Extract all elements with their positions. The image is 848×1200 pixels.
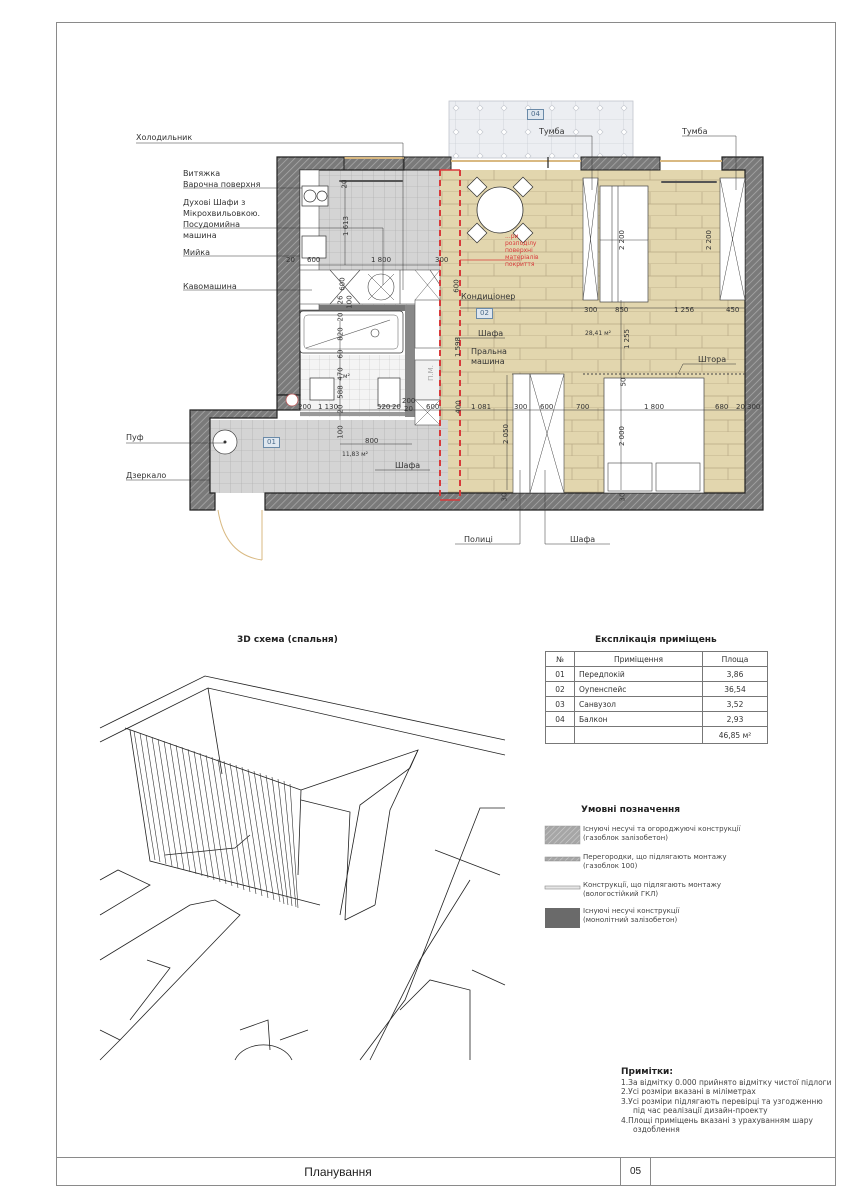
room-tag-balcony: 04 <box>527 109 544 120</box>
row-number: 02 <box>546 682 575 697</box>
label-ovens-2: Мікрохвильовкою. <box>183 209 261 218</box>
dim-600-b: 600 <box>540 403 554 411</box>
label-curtain: Штора <box>698 355 727 364</box>
note-item: 1.За відмітку 0.000 прийнято відмітку чистої підлоги <box>621 1077 832 1087</box>
row-number: 03 <box>546 697 575 712</box>
legend-line1: Існуючі несучі конструкції <box>583 907 680 915</box>
header-area: Площа <box>703 652 768 667</box>
label-wardrobe-hall: Шафа <box>478 329 504 338</box>
dim-600-v1: 600 <box>338 277 347 291</box>
label-cabinet-left: Тумба <box>539 127 565 136</box>
table-header-row <box>546 652 768 667</box>
room-tag-hall: 01 <box>263 437 280 448</box>
area-bath: м² <box>343 373 350 380</box>
row-room-name: Оупенспейс <box>575 682 703 697</box>
legend-line2: (вологостійкий ГКЛ) <box>583 890 659 898</box>
label-ovens-1: Духові Шафи з <box>183 198 246 207</box>
dim-100-b: 100 <box>336 425 345 439</box>
dim-2200-b: 2 200 <box>705 229 714 251</box>
dim-850: 850 <box>615 306 629 314</box>
label-fridge: Холодильник <box>136 133 193 142</box>
dim-800: 800 <box>365 437 379 445</box>
dim-20-c: 20 <box>336 404 345 414</box>
legend-line2: (газоблок 100) <box>583 862 638 870</box>
note-item: оздоблення <box>633 1125 680 1134</box>
red-note-2: розподілу <box>505 240 537 247</box>
legend-item-partitions-gasblock <box>545 853 785 877</box>
row-room-name: Балкон <box>575 712 703 727</box>
dim-450: 450 <box>726 306 740 314</box>
dim-700: 700 <box>576 403 590 411</box>
red-note-3: поверхні <box>505 247 533 254</box>
label-mirror: Дзеркало <box>126 471 167 480</box>
label-wardrobe-bottom: Шафа <box>570 535 596 544</box>
legend-item-monolith <box>545 907 785 931</box>
room-tag-open-space: 02 <box>476 308 493 319</box>
dim-200-b: 200 <box>402 397 416 405</box>
dim-1081: 1 081 <box>471 403 492 411</box>
dim-1130: 1 130 <box>318 403 339 411</box>
dim-1255: 1 255 <box>623 328 632 350</box>
3d-bedroom-sketch <box>100 676 505 1060</box>
dim-1800-bed: 1 800 <box>644 403 665 411</box>
row-area: 36,54 <box>703 682 768 697</box>
table-row <box>546 667 768 682</box>
dim-600-ac: 600 <box>452 279 461 293</box>
dim-680: 680 <box>715 403 729 411</box>
note-item: 3.Усі розміри підлягають перевірці та узгодженню <box>621 1096 823 1106</box>
legend-line1: Перегородки, що підлягають монтажу <box>583 853 727 861</box>
dim-300-s: 300 <box>584 306 598 314</box>
red-note-5: покриття <box>505 261 535 268</box>
label-dishwasher-2: машина <box>183 231 217 240</box>
dim-470: 470 <box>336 367 345 381</box>
legend-line1: Конструкції, що підлягають монтажу <box>583 881 722 889</box>
note-item: 2.Усі розміри вказані в міліметрах <box>621 1087 756 1096</box>
row-area: 3,86 <box>703 667 768 682</box>
dim-200-bath: 200 <box>298 403 312 411</box>
3d-slat-curtain <box>134 731 298 908</box>
red-note-4: матеріалів <box>505 254 539 261</box>
dim-300-r: 300 <box>747 403 761 411</box>
dim-26: 26 <box>336 295 345 305</box>
dim-1800-kitchen: 1 800 <box>371 256 392 264</box>
dim-300-kitchen: 300 <box>435 256 449 264</box>
dim-20-top: 20 <box>340 179 349 189</box>
label-washer-1: Пральна <box>471 347 507 356</box>
dim-1598: 1 598 <box>454 336 463 358</box>
red-note-1: ...ри <box>505 233 519 240</box>
dim-1613: 1 613 <box>342 215 351 237</box>
dim-100-a: 100 <box>345 295 354 309</box>
explication-table <box>545 651 768 744</box>
dim-400: 400 <box>454 400 463 414</box>
legend-item-bearing-walls <box>545 825 785 849</box>
row-room-name: Санвузол <box>575 697 703 712</box>
row-number: 01 <box>546 667 575 682</box>
legend-line1: Існуючі несучі та огороджуючі конструкції <box>583 825 741 833</box>
empty-cell <box>575 727 703 744</box>
dim-2000: 2 000 <box>618 425 627 447</box>
empty-cell <box>546 727 575 744</box>
label-sink: Мийка <box>183 248 211 257</box>
dim-600-sink: 600 <box>307 256 321 264</box>
header-number: № <box>546 652 575 667</box>
label-dishwasher-1: Посудомийна <box>183 220 241 229</box>
note-item: 4.Площі приміщень вказані з урахуванням шару <box>621 1115 813 1125</box>
dim-1256: 1 256 <box>674 306 695 314</box>
legend-line2: (газоблок залізобетон) <box>583 834 668 842</box>
notes-title: Примітки: <box>621 1067 673 1077</box>
3d-view-title: 3D схема (спальня) <box>237 635 338 645</box>
table-total-row <box>546 727 768 744</box>
row-area: 2,93 <box>703 712 768 727</box>
table-row <box>546 712 768 727</box>
label-pouf: Пуф <box>126 433 144 442</box>
dim-300-b: 300 <box>514 403 528 411</box>
dim-600-hall: 600 <box>426 403 440 411</box>
total-area: 46,85 м² <box>703 727 768 744</box>
dim-60: 60 <box>336 349 345 359</box>
dim-30-a: 30 <box>500 492 509 502</box>
dim-2200-a: 2 200 <box>618 229 627 251</box>
label-pm: П.М. <box>426 365 435 381</box>
dim-20-left: 20 <box>286 256 295 264</box>
dim-20-f: 20 <box>736 403 745 411</box>
label-coffee-machine: Кавомашина <box>183 282 237 291</box>
area-open-space: 28,41 м² <box>585 330 612 337</box>
dim-20-e: 20 <box>404 405 413 413</box>
label-shelves: Полиці <box>464 535 493 544</box>
note-item: під час реалізації дизайн-проекту <box>633 1106 768 1115</box>
label-wardrobe-open: Шафа <box>395 461 421 470</box>
label-cabinet-right: Тумба <box>682 127 708 136</box>
dim-30-b: 30 <box>618 492 627 502</box>
dim-520: 520 <box>377 403 391 411</box>
dim-2050: 2 050 <box>502 423 511 445</box>
explication-title: Експлікація приміщень <box>595 635 717 645</box>
legend-line2: (монолітний залізобетон) <box>583 916 678 924</box>
row-room-name: Передпокій <box>575 667 703 682</box>
row-number: 04 <box>546 712 575 727</box>
dim-820: 820 <box>336 327 345 341</box>
label-hob: Варочна поверхня <box>183 180 261 189</box>
legend-title: Умовні позначення <box>581 805 681 815</box>
row-area: 3,52 <box>703 697 768 712</box>
title-block <box>56 1157 836 1186</box>
notes-block <box>621 1068 832 1135</box>
page-number: 05 <box>620 1158 651 1186</box>
dim-20-d: 20 <box>392 403 401 411</box>
dim-20-b: 20 <box>336 312 345 322</box>
header-room: Приміщення <box>575 652 703 667</box>
area-hall: 11,83 м² <box>342 451 369 458</box>
legend-item-gkl <box>545 881 785 905</box>
dim-50: 50 <box>619 377 628 387</box>
sheet-title: Планування <box>304 1165 372 1179</box>
label-hood: Витяжка <box>183 169 221 178</box>
dim-588: 588 <box>336 385 345 399</box>
label-washer-2: машина <box>471 357 505 366</box>
table-row <box>546 682 768 697</box>
label-ac: Кондиціонер <box>461 292 516 301</box>
table-row <box>546 697 768 712</box>
